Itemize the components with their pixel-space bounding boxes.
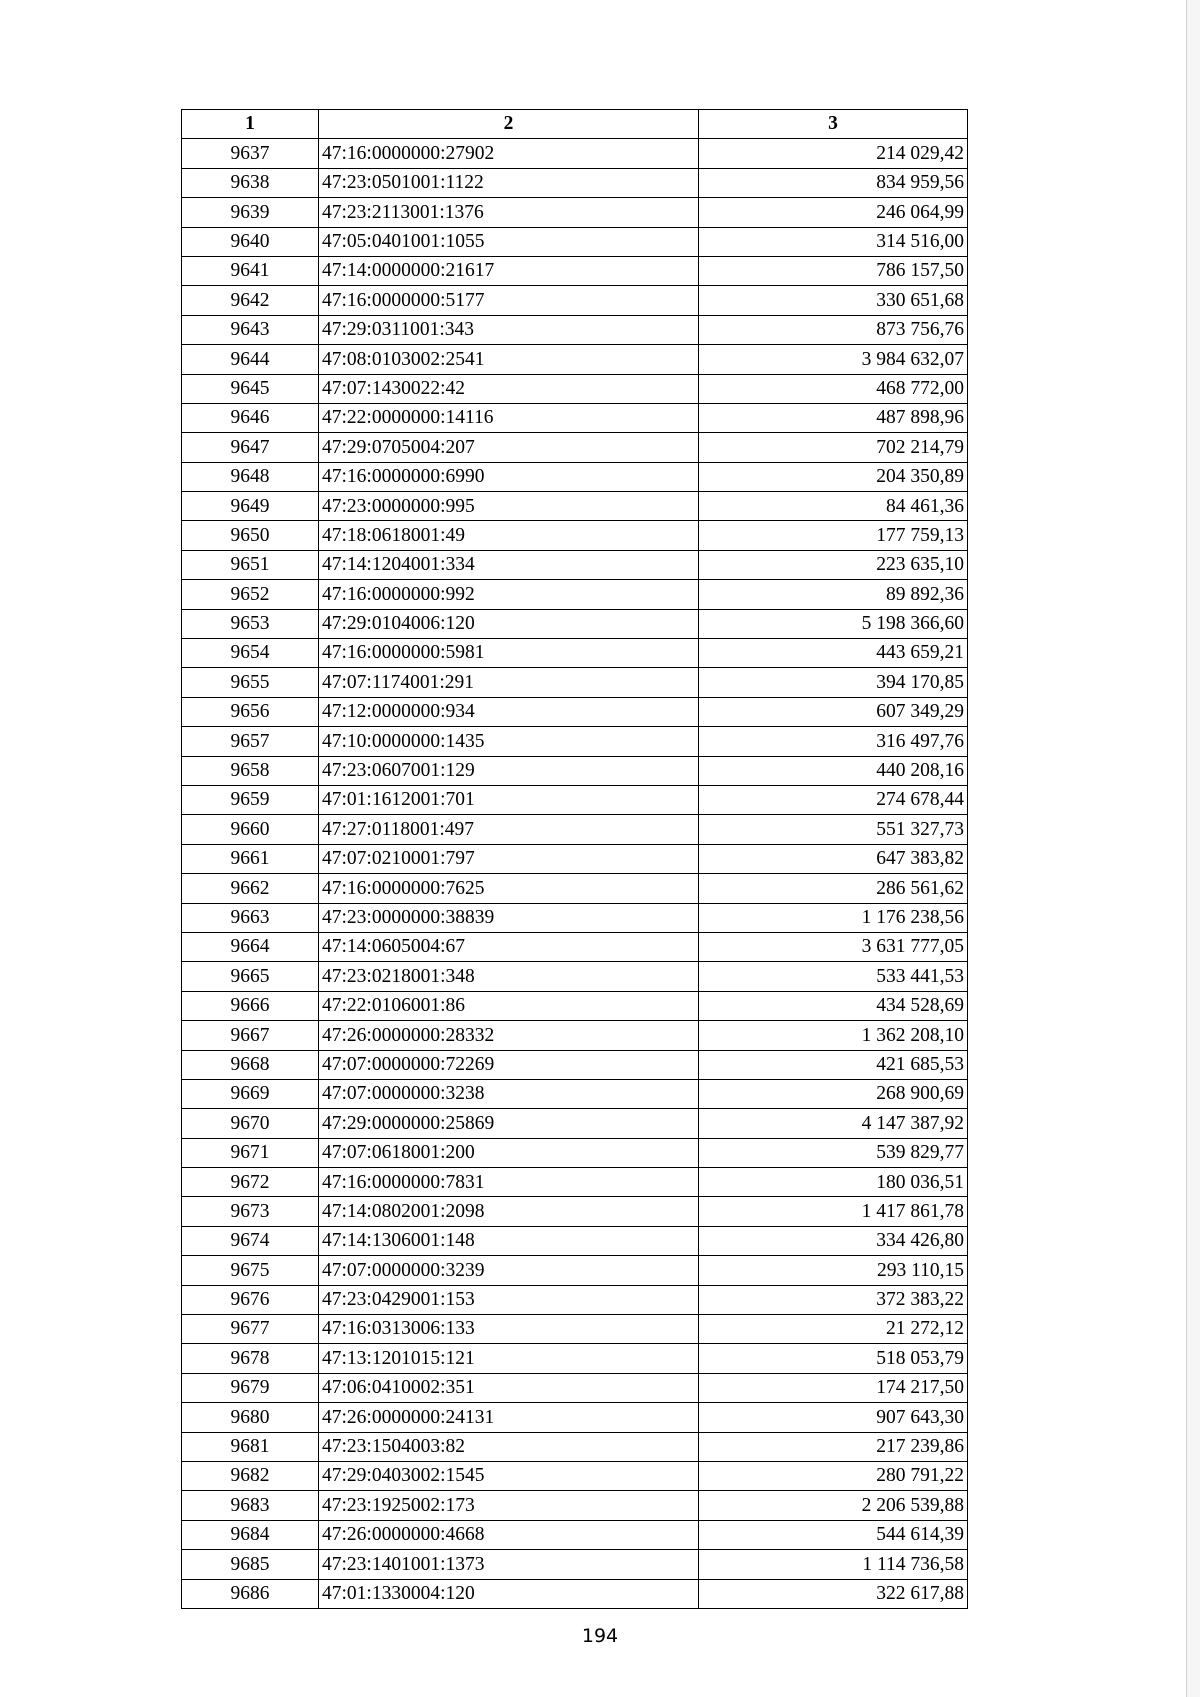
registry-table	[181, 109, 968, 1609]
header-col-1: 1	[182, 110, 319, 139]
row-number-cell: 9682	[182, 1461, 319, 1490]
row-number-cell: 9666	[182, 991, 319, 1020]
value-cell: 468 772,00	[699, 374, 968, 403]
cadastral-number-cell: 47:29:0705004:207	[319, 433, 699, 462]
table-row	[182, 639, 968, 668]
cadastral-number-cell: 47:07:0000000:72269	[319, 1050, 699, 1079]
page-number: 194	[581, 1625, 619, 1647]
table-row	[182, 668, 968, 697]
value-cell: 443 659,21	[699, 639, 968, 668]
value-cell: 539 829,77	[699, 1138, 968, 1167]
value-cell: 2 206 539,88	[699, 1491, 968, 1520]
cadastral-number-cell: 47:07:1430022:42	[319, 374, 699, 403]
value-cell: 1 176 238,56	[699, 903, 968, 932]
cadastral-number-cell: 47:29:0403002:1545	[319, 1461, 699, 1490]
cadastral-number-cell: 47:14:0802001:2098	[319, 1197, 699, 1226]
row-number-cell: 9669	[182, 1079, 319, 1108]
row-number-cell: 9639	[182, 198, 319, 227]
cadastral-number-cell: 47:23:0607001:129	[319, 756, 699, 785]
cadastral-number-cell: 47:06:0410002:351	[319, 1373, 699, 1402]
row-number-cell: 9667	[182, 1021, 319, 1050]
table-row	[182, 1315, 968, 1344]
value-cell: 21 272,12	[699, 1315, 968, 1344]
value-cell: 1 114 736,58	[699, 1550, 968, 1579]
row-number-cell: 9654	[182, 639, 319, 668]
cadastral-number-cell: 47:29:0311001:343	[319, 315, 699, 344]
table-row	[182, 168, 968, 197]
value-cell: 314 516,00	[699, 227, 968, 256]
table-row	[182, 815, 968, 844]
value-cell: 286 561,62	[699, 874, 968, 903]
cadastral-number-cell: 47:05:0401001:1055	[319, 227, 699, 256]
row-number-cell: 9647	[182, 433, 319, 462]
table-row	[182, 256, 968, 285]
value-cell: 487 898,96	[699, 403, 968, 432]
cadastral-number-cell: 47:22:0000000:14116	[319, 403, 699, 432]
row-number-cell: 9660	[182, 815, 319, 844]
table-row	[182, 286, 968, 315]
value-cell: 518 053,79	[699, 1344, 968, 1373]
value-cell: 177 759,13	[699, 521, 968, 550]
row-number-cell: 9661	[182, 844, 319, 873]
row-number-cell: 9653	[182, 609, 319, 638]
value-cell: 214 029,42	[699, 139, 968, 168]
table-body	[182, 139, 968, 1609]
table-row	[182, 1021, 968, 1050]
cadastral-number-cell: 47:14:1204001:334	[319, 550, 699, 579]
cadastral-number-cell: 47:08:0103002:2541	[319, 345, 699, 374]
row-number-cell: 9680	[182, 1403, 319, 1432]
row-number-cell: 9637	[182, 139, 319, 168]
row-number-cell: 9685	[182, 1550, 319, 1579]
row-number-cell: 9686	[182, 1579, 319, 1608]
value-cell: 607 349,29	[699, 697, 968, 726]
value-cell: 217 239,86	[699, 1432, 968, 1461]
value-cell: 907 643,30	[699, 1403, 968, 1432]
row-number-cell: 9640	[182, 227, 319, 256]
cadastral-number-cell: 47:23:0000000:38839	[319, 903, 699, 932]
row-number-cell: 9649	[182, 492, 319, 521]
table-row	[182, 227, 968, 256]
row-number-cell: 9638	[182, 168, 319, 197]
cadastral-number-cell: 47:13:1201015:121	[319, 1344, 699, 1373]
row-number-cell: 9677	[182, 1315, 319, 1344]
cadastral-number-cell: 47:26:0000000:24131	[319, 1403, 699, 1432]
value-cell: 174 217,50	[699, 1373, 968, 1402]
table-row	[182, 932, 968, 961]
cadastral-number-cell: 47:16:0313006:133	[319, 1315, 699, 1344]
cadastral-number-cell: 47:14:0000000:21617	[319, 256, 699, 285]
cadastral-number-cell: 47:07:0000000:3238	[319, 1079, 699, 1108]
table-row	[182, 1550, 968, 1579]
value-cell: 834 959,56	[699, 168, 968, 197]
table-row	[182, 962, 968, 991]
row-number-cell: 9657	[182, 727, 319, 756]
value-cell: 89 892,36	[699, 580, 968, 609]
table-row	[182, 1168, 968, 1197]
value-cell: 180 036,51	[699, 1168, 968, 1197]
row-number-cell: 9673	[182, 1197, 319, 1226]
table-header	[182, 110, 968, 139]
cadastral-number-cell: 47:14:0605004:67	[319, 932, 699, 961]
table-row	[182, 403, 968, 432]
table-row	[182, 756, 968, 785]
row-number-cell: 9671	[182, 1138, 319, 1167]
cadastral-number-cell: 47:16:0000000:7831	[319, 1168, 699, 1197]
cadastral-number-cell: 47:23:1504003:82	[319, 1432, 699, 1461]
cadastral-number-cell: 47:07:0210001:797	[319, 844, 699, 873]
table-row	[182, 550, 968, 579]
row-number-cell: 9658	[182, 756, 319, 785]
row-number-cell: 9643	[182, 315, 319, 344]
cadastral-number-cell: 47:26:0000000:4668	[319, 1520, 699, 1549]
value-cell: 786 157,50	[699, 256, 968, 285]
row-number-cell: 9676	[182, 1285, 319, 1314]
table-row	[182, 1256, 968, 1285]
table-row	[182, 580, 968, 609]
row-number-cell: 9670	[182, 1109, 319, 1138]
value-cell: 293 110,15	[699, 1256, 968, 1285]
value-cell: 1 417 861,78	[699, 1197, 968, 1226]
row-number-cell: 9648	[182, 462, 319, 491]
cadastral-number-cell: 47:23:0429001:153	[319, 1285, 699, 1314]
row-number-cell: 9678	[182, 1344, 319, 1373]
row-number-cell: 9645	[182, 374, 319, 403]
cadastral-number-cell: 47:23:0501001:1122	[319, 168, 699, 197]
table-row	[182, 609, 968, 638]
cadastral-number-cell: 47:07:1174001:291	[319, 668, 699, 697]
table-row	[182, 1403, 968, 1432]
table-row	[182, 1344, 968, 1373]
value-cell: 5 198 366,60	[699, 609, 968, 638]
value-cell: 316 497,76	[699, 727, 968, 756]
cadastral-number-cell: 47:16:0000000:5177	[319, 286, 699, 315]
row-number-cell: 9656	[182, 697, 319, 726]
table-row	[182, 1079, 968, 1108]
table-row	[182, 874, 968, 903]
table-row	[182, 462, 968, 491]
value-cell: 223 635,10	[699, 550, 968, 579]
cadastral-number-cell: 47:16:0000000:27902	[319, 139, 699, 168]
value-cell: 544 614,39	[699, 1520, 968, 1549]
table-row	[182, 521, 968, 550]
table-row	[182, 1373, 968, 1402]
value-cell: 322 617,88	[699, 1579, 968, 1608]
row-number-cell: 9681	[182, 1432, 319, 1461]
row-number-cell: 9674	[182, 1226, 319, 1255]
value-cell: 3 984 632,07	[699, 345, 968, 374]
value-cell: 4 147 387,92	[699, 1109, 968, 1138]
row-number-cell: 9655	[182, 668, 319, 697]
table-row	[182, 991, 968, 1020]
header-row	[182, 110, 968, 139]
value-cell: 268 900,69	[699, 1079, 968, 1108]
value-cell: 873 756,76	[699, 315, 968, 344]
table-row	[182, 139, 968, 168]
table-row	[182, 785, 968, 814]
value-cell: 280 791,22	[699, 1461, 968, 1490]
row-number-cell: 9646	[182, 403, 319, 432]
value-cell: 1 362 208,10	[699, 1021, 968, 1050]
row-number-cell: 9641	[182, 256, 319, 285]
cadastral-number-cell: 47:01:1330004:120	[319, 1579, 699, 1608]
row-number-cell: 9668	[182, 1050, 319, 1079]
row-number-cell: 9642	[182, 286, 319, 315]
table-row	[182, 1491, 968, 1520]
row-number-cell: 9684	[182, 1520, 319, 1549]
value-cell: 246 064,99	[699, 198, 968, 227]
cadastral-number-cell: 47:16:0000000:992	[319, 580, 699, 609]
table-row	[182, 1520, 968, 1549]
row-number-cell: 9659	[182, 785, 319, 814]
header-col-3: 3	[699, 110, 968, 139]
table-row	[182, 345, 968, 374]
cadastral-number-cell: 47:07:0000000:3239	[319, 1256, 699, 1285]
row-number-cell: 9652	[182, 580, 319, 609]
value-cell: 434 528,69	[699, 991, 968, 1020]
row-number-cell: 9679	[182, 1373, 319, 1402]
row-number-cell: 9651	[182, 550, 319, 579]
row-number-cell: 9662	[182, 874, 319, 903]
cadastral-number-cell: 47:18:0618001:49	[319, 521, 699, 550]
value-cell: 647 383,82	[699, 844, 968, 873]
cadastral-number-cell: 47:16:0000000:5981	[319, 639, 699, 668]
table-row	[182, 1432, 968, 1461]
cadastral-number-cell: 47:22:0106001:86	[319, 991, 699, 1020]
table-row	[182, 492, 968, 521]
row-number-cell: 9663	[182, 903, 319, 932]
value-cell: 3 631 777,05	[699, 932, 968, 961]
page-edge	[1186, 0, 1200, 1697]
cadastral-number-cell: 47:10:0000000:1435	[319, 727, 699, 756]
table-row	[182, 903, 968, 932]
value-cell: 274 678,44	[699, 785, 968, 814]
cadastral-number-cell: 47:27:0118001:497	[319, 815, 699, 844]
value-cell: 330 651,68	[699, 286, 968, 315]
cadastral-number-cell: 47:29:0000000:25869	[319, 1109, 699, 1138]
value-cell: 394 170,85	[699, 668, 968, 697]
table-row	[182, 1197, 968, 1226]
table-row	[182, 1579, 968, 1608]
cadastral-number-cell: 47:01:1612001:701	[319, 785, 699, 814]
table-row	[182, 1050, 968, 1079]
row-number-cell: 9683	[182, 1491, 319, 1520]
cadastral-number-cell: 47:23:1925002:173	[319, 1491, 699, 1520]
row-number-cell: 9665	[182, 962, 319, 991]
cadastral-number-cell: 47:23:1401001:1373	[319, 1550, 699, 1579]
table-row	[182, 1109, 968, 1138]
value-cell: 84 461,36	[699, 492, 968, 521]
value-cell: 372 383,22	[699, 1285, 968, 1314]
cadastral-number-cell: 47:29:0104006:120	[319, 609, 699, 638]
table-row	[182, 844, 968, 873]
cadastral-number-cell: 47:23:0218001:348	[319, 962, 699, 991]
value-cell: 533 441,53	[699, 962, 968, 991]
table-row	[182, 374, 968, 403]
value-cell: 551 327,73	[699, 815, 968, 844]
table-row	[182, 727, 968, 756]
row-number-cell: 9672	[182, 1168, 319, 1197]
value-cell: 334 426,80	[699, 1226, 968, 1255]
table-row	[182, 1226, 968, 1255]
value-cell: 440 208,16	[699, 756, 968, 785]
table-row	[182, 433, 968, 462]
cadastral-number-cell: 47:23:0000000:995	[319, 492, 699, 521]
table-row	[182, 315, 968, 344]
row-number-cell: 9675	[182, 1256, 319, 1285]
cadastral-number-cell: 47:16:0000000:6990	[319, 462, 699, 491]
row-number-cell: 9650	[182, 521, 319, 550]
value-cell: 204 350,89	[699, 462, 968, 491]
table-row	[182, 198, 968, 227]
table-row	[182, 697, 968, 726]
cadastral-number-cell: 47:07:0618001:200	[319, 1138, 699, 1167]
value-cell: 421 685,53	[699, 1050, 968, 1079]
row-number-cell: 9644	[182, 345, 319, 374]
row-number-cell: 9664	[182, 932, 319, 961]
cadastral-number-cell: 47:23:2113001:1376	[319, 198, 699, 227]
header-col-2: 2	[319, 110, 699, 139]
cadastral-number-cell: 47:16:0000000:7625	[319, 874, 699, 903]
cadastral-number-cell: 47:12:0000000:934	[319, 697, 699, 726]
table-row	[182, 1461, 968, 1490]
table-row	[182, 1138, 968, 1167]
value-cell: 702 214,79	[699, 433, 968, 462]
table-row	[182, 1285, 968, 1314]
cadastral-number-cell: 47:14:1306001:148	[319, 1226, 699, 1255]
cadastral-number-cell: 47:26:0000000:28332	[319, 1021, 699, 1050]
